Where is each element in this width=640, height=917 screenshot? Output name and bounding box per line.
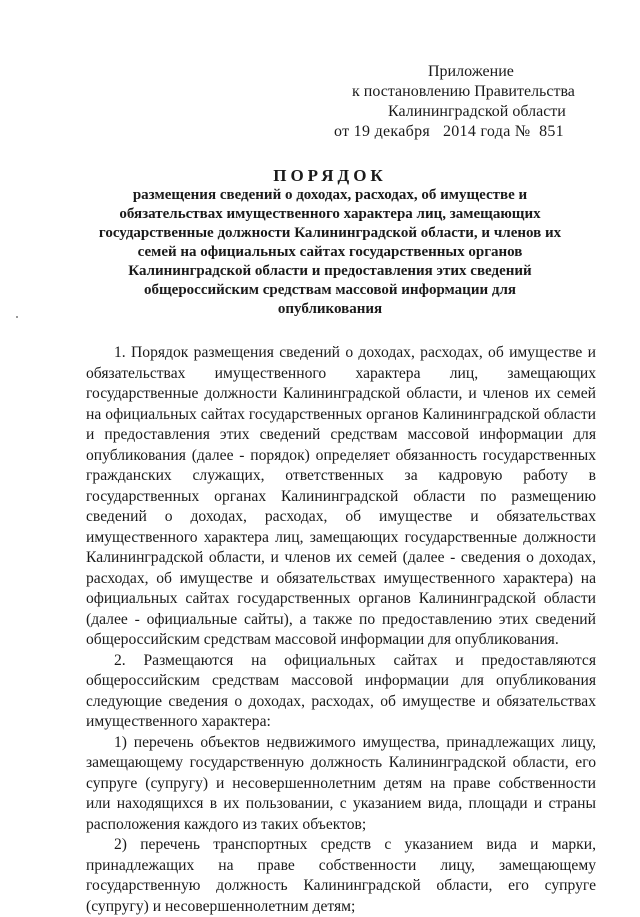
appendix-label: Приложение xyxy=(428,63,514,80)
decree-date-number: от 19 декабря 2014 года № 851 xyxy=(334,123,564,140)
appendix-region: Калининградской области xyxy=(388,103,566,120)
document-subtitle: размещения сведений о доходах, расходах, об имуществе и обязательствах имущественного характера лиц, замещающих государственные должности Калининградской области, и членов их семей на официальных сайтах государственных органов Калининградской области и предоставления этих сведений общероссийским средствам массовой информации для опубликования xyxy=(98,187,562,317)
scan-mark xyxy=(16,316,18,318)
paragraph-2-item-1: 1) перечень объектов недвижимого имущества, принадлежащих лицу, замещающему государственную должность Калининградской области, его супруге (супругу) и несовершеннолетним детям на праве собственности или находящихся в их пользовании, с указанием вида, площади и страны расположения каждого из таких объектов; xyxy=(86,733,596,833)
appendix-resolution-ref: к постановлению Правительства xyxy=(352,83,575,100)
appendix-header xyxy=(330,62,600,142)
document-title: ПОРЯДОК xyxy=(273,166,387,185)
document-body xyxy=(86,343,596,917)
paragraph-2: 2. Размещаются на официальных сайтах и предоставляются общероссийским средствам массовой информации для опубликования следующие сведения о доходах, расходах, об имуществе и обязательствах имущественного характера: xyxy=(86,651,596,730)
paragraph-2-item-2: 2) перечень транспортных средств с указанием вида и марки, принадлежащих на праве собственности лицу, замещающему государственную должность Калининградской области, его супруге (супругу) и несовершеннолетним детям; xyxy=(86,836,596,915)
paragraph-1: 1. Порядок размещения сведений о доходах, расходах, об имуществе и обязательствах имущественного характера лиц, замещающих государственные должности Калининградской области, и членов их семей на официальных сайтах государственных органов Калининградской области и предоставления этих сведений средствам массовой информации для опубликования (далее - порядок) определяет обязанность государственных гражданских служащих, ответственных за кадровую работу в государственных органах Калининградской области по размещению сведений о доходах, расходах, об имуществе и обязательствах имущественного характера лиц, замещающих государственные должности Калининградской области, и членов их семей (далее - сведения о доходах, расходах, об имуществе и обязательствах имущественного характера) на официальных сайтах государственных органов Калининградской области (далее - официальные сайты), а также по предоставлению этих сведений общероссийским средствам массовой информации для опубликования. xyxy=(86,344,596,648)
